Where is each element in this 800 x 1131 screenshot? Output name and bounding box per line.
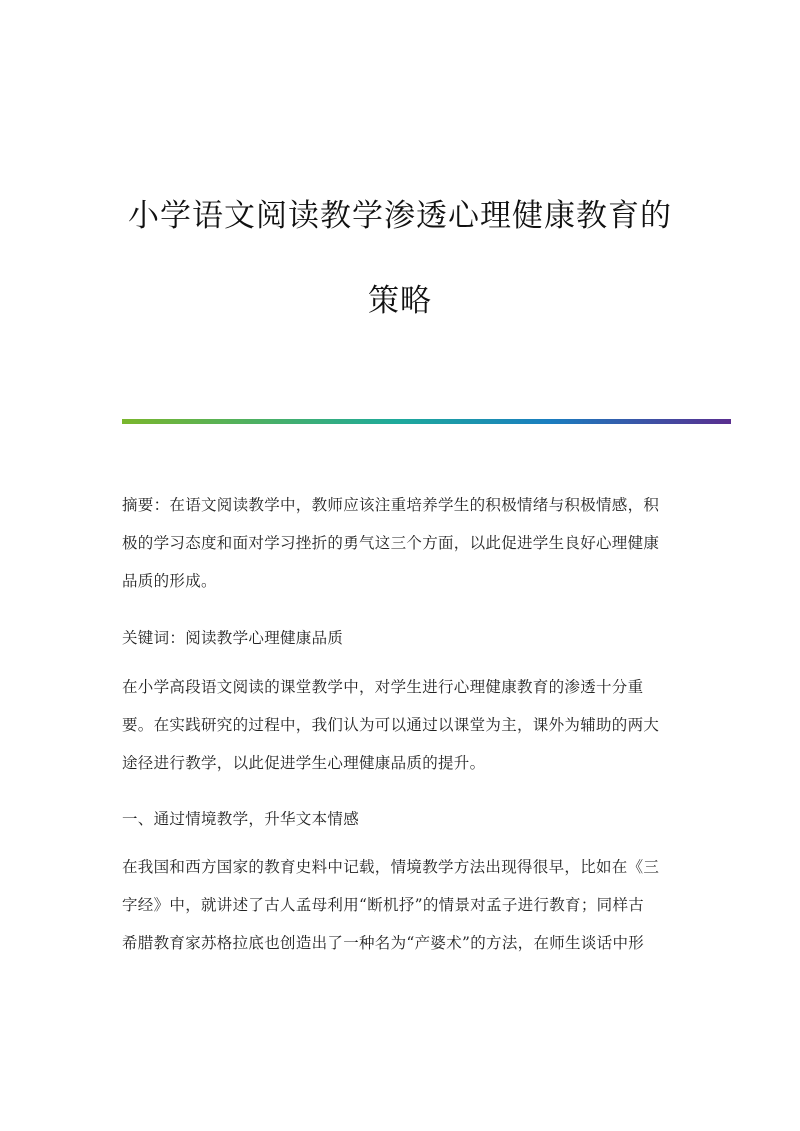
abstract-line: 摘要：在语文阅读教学中，教师应该注重培养学生的积极情绪与积极情感，积 bbox=[122, 496, 660, 514]
document-title-line-2: 策略 bbox=[368, 283, 432, 319]
intro-line: 途径进行教学，以此促进学生心理健康品质的提升。 bbox=[122, 754, 486, 772]
intro-line: 在小学高段语文阅读的课堂教学中，对学生进行心理健康教育的渗透十分重 bbox=[122, 678, 644, 696]
section-body-line: 希腊教育家苏格拉底也创造出了一种名为“产婆术”的方法，在师生谈话中形 bbox=[122, 934, 645, 952]
abstract-line: 品质的形成。 bbox=[122, 572, 217, 590]
section-heading bbox=[122, 800, 682, 838]
section-heading-text: 一、通过情境教学，升华文本情感 bbox=[122, 810, 360, 828]
keywords-line: 关键词：阅读教学心理健康品质 bbox=[122, 629, 344, 647]
document-title-line-1: 小学语文阅读教学渗透心理健康教育的 bbox=[128, 198, 672, 234]
intro-line: 要。在实践研究的过程中，我们认为可以通过以课堂为主，课外为辅助的两大 bbox=[122, 716, 660, 734]
abstract-paragraph bbox=[122, 486, 682, 600]
keywords-paragraph bbox=[122, 619, 682, 657]
abstract-line: 极的学习态度和面对学习挫折的勇气这三个方面，以此促进学生良好心理健康 bbox=[122, 534, 660, 552]
section-body-line: 字经》中，就讲述了古人孟母利用“断机抒”的情景对孟子进行教育；同样古 bbox=[122, 896, 645, 914]
section-body-paragraph bbox=[122, 848, 682, 962]
intro-paragraph bbox=[122, 668, 682, 782]
section-body-line: 在我国和西方国家的教育史料中记载，情境教学方法出现得很早，比如在《三 bbox=[122, 858, 660, 876]
title-divider bbox=[122, 419, 731, 424]
